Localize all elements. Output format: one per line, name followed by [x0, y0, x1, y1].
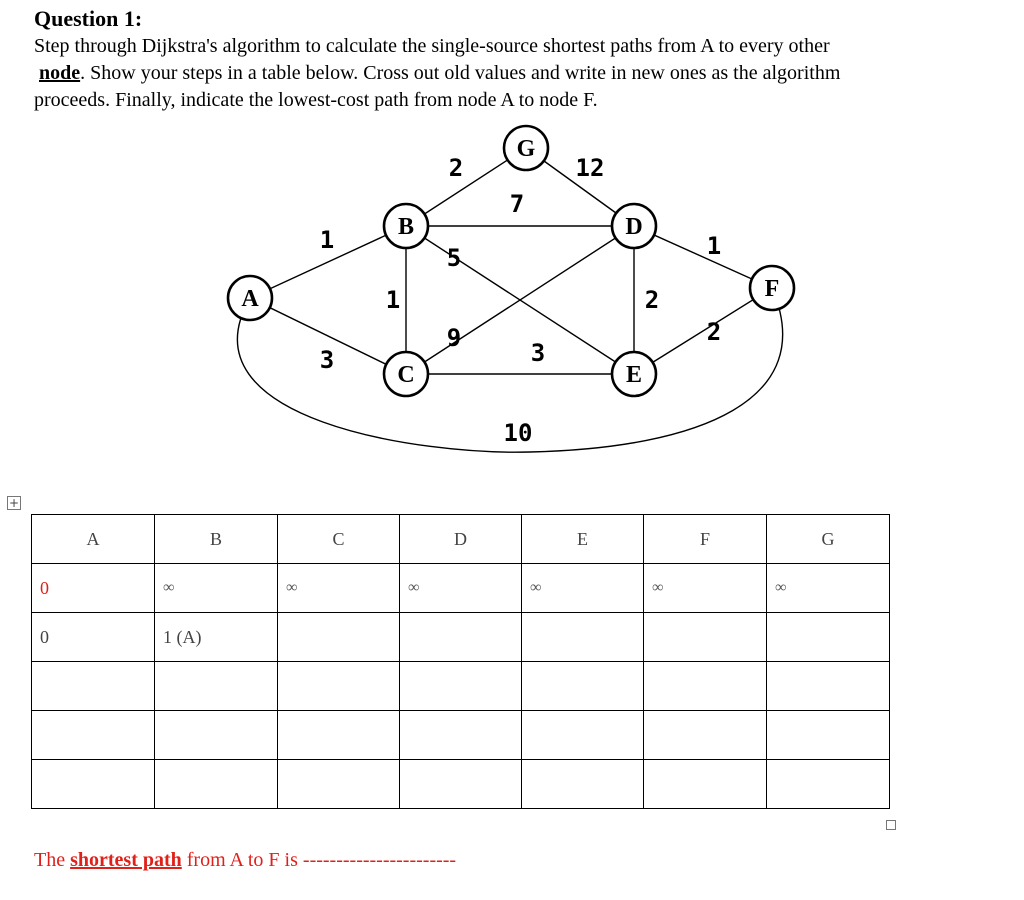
table-resize-handle-icon[interactable] — [886, 820, 896, 830]
node-c-label: C — [397, 362, 415, 388]
table-cell[interactable] — [767, 613, 890, 662]
table-cell[interactable] — [522, 760, 644, 809]
table-cell[interactable] — [767, 711, 890, 760]
table-cell[interactable] — [155, 662, 278, 711]
header-cell-g: G — [767, 515, 890, 564]
weight-g-d: 12 — [575, 154, 605, 182]
node-g-label: G — [516, 136, 536, 162]
node-d — [612, 204, 656, 248]
weight-a-e: 10 — [503, 419, 533, 447]
table-cell[interactable] — [400, 662, 522, 711]
node-a — [228, 276, 272, 320]
table-cell[interactable]: ∞ — [278, 564, 400, 613]
weight-d-f: 1 — [706, 232, 722, 260]
shortest-path-link[interactable]: shortest path — [70, 849, 182, 871]
table-cell[interactable]: 0 — [32, 564, 155, 613]
table-cell[interactable] — [278, 711, 400, 760]
table-header-row — [32, 515, 890, 564]
answer-blank: ----------------------- — [302, 849, 457, 871]
table-cell[interactable] — [400, 760, 522, 809]
table-cell[interactable] — [644, 613, 767, 662]
table-move-handle-icon[interactable]: + — [8, 496, 20, 510]
table-cell[interactable] — [522, 711, 644, 760]
question-line-2-text: . Show your steps in a table below. Cross out old values and write in new ones as the algorithm — [80, 62, 841, 84]
node-c — [384, 352, 428, 396]
node-a-label: A — [241, 286, 259, 312]
table-row — [32, 662, 890, 711]
table-cell[interactable] — [32, 662, 155, 711]
table-cell[interactable] — [522, 613, 644, 662]
node-e-label: E — [625, 362, 643, 388]
question-line-1: Step through Dijkstra's algorithm to calculate the single-source shortest paths from A to every other — [34, 35, 830, 57]
table-cell[interactable]: 1 (A) — [155, 613, 278, 662]
node-f — [750, 266, 794, 310]
node-e — [612, 352, 656, 396]
answer-suffix: from A to F is — [181, 849, 303, 871]
node-b-label: B — [397, 214, 415, 240]
node-f-label: F — [764, 276, 780, 302]
answer-line — [34, 849, 456, 872]
table-cell[interactable] — [32, 760, 155, 809]
table-cell[interactable]: ∞ — [400, 564, 522, 613]
header-cell-f: F — [644, 515, 767, 564]
table-cell[interactable] — [400, 613, 522, 662]
table-cell[interactable] — [155, 711, 278, 760]
header-cell-d: D — [400, 515, 522, 564]
weight-b-e: 5 — [446, 244, 462, 272]
table-cell[interactable] — [767, 760, 890, 809]
weight-e-f: 2 — [706, 318, 722, 346]
table-cell[interactable] — [522, 662, 644, 711]
header-cell-b: B — [155, 515, 278, 564]
header-cell-e: E — [522, 515, 644, 564]
weight-b-d: 7 — [509, 190, 525, 218]
table-cell[interactable] — [644, 760, 767, 809]
table-row — [32, 613, 890, 662]
node-g — [504, 126, 548, 170]
table-cell[interactable] — [644, 711, 767, 760]
question-line-3: proceeds. Finally, indicate the lowest-cost path from node A to node F. — [34, 89, 598, 111]
weight-c-e: 3 — [530, 339, 546, 367]
weight-b-c: 1 — [385, 286, 401, 314]
node-b — [384, 204, 428, 248]
table-cell[interactable] — [155, 760, 278, 809]
weight-d-e: 2 — [644, 286, 660, 314]
node-d-label: D — [625, 214, 643, 240]
table-cell[interactable]: ∞ — [767, 564, 890, 613]
dijkstra-steps-table — [31, 514, 890, 809]
node-term-link[interactable]: node — [39, 62, 81, 84]
table-cell[interactable]: ∞ — [522, 564, 644, 613]
weight-c-d: 9 — [446, 324, 462, 352]
table-cell[interactable] — [32, 711, 155, 760]
table-cell[interactable]: 0 — [32, 613, 155, 662]
table-row — [32, 564, 890, 613]
table-cell[interactable] — [278, 613, 400, 662]
header-cell-a: A — [32, 515, 155, 564]
table-cell[interactable] — [767, 662, 890, 711]
answer-prefix: The — [34, 849, 71, 871]
table-cell[interactable]: ∞ — [155, 564, 278, 613]
weight-a-b: 1 — [319, 226, 335, 254]
table-cell[interactable]: ∞ — [644, 564, 767, 613]
question-title: Question 1: — [34, 6, 143, 31]
table-cell[interactable] — [644, 662, 767, 711]
weight-b-g: 2 — [448, 154, 464, 182]
table-cell[interactable] — [278, 662, 400, 711]
table-cell[interactable] — [400, 711, 522, 760]
weight-a-c: 3 — [319, 346, 335, 374]
header-cell-c: C — [278, 515, 400, 564]
table-row — [32, 760, 890, 809]
table-row — [32, 711, 890, 760]
table-cell[interactable] — [278, 760, 400, 809]
